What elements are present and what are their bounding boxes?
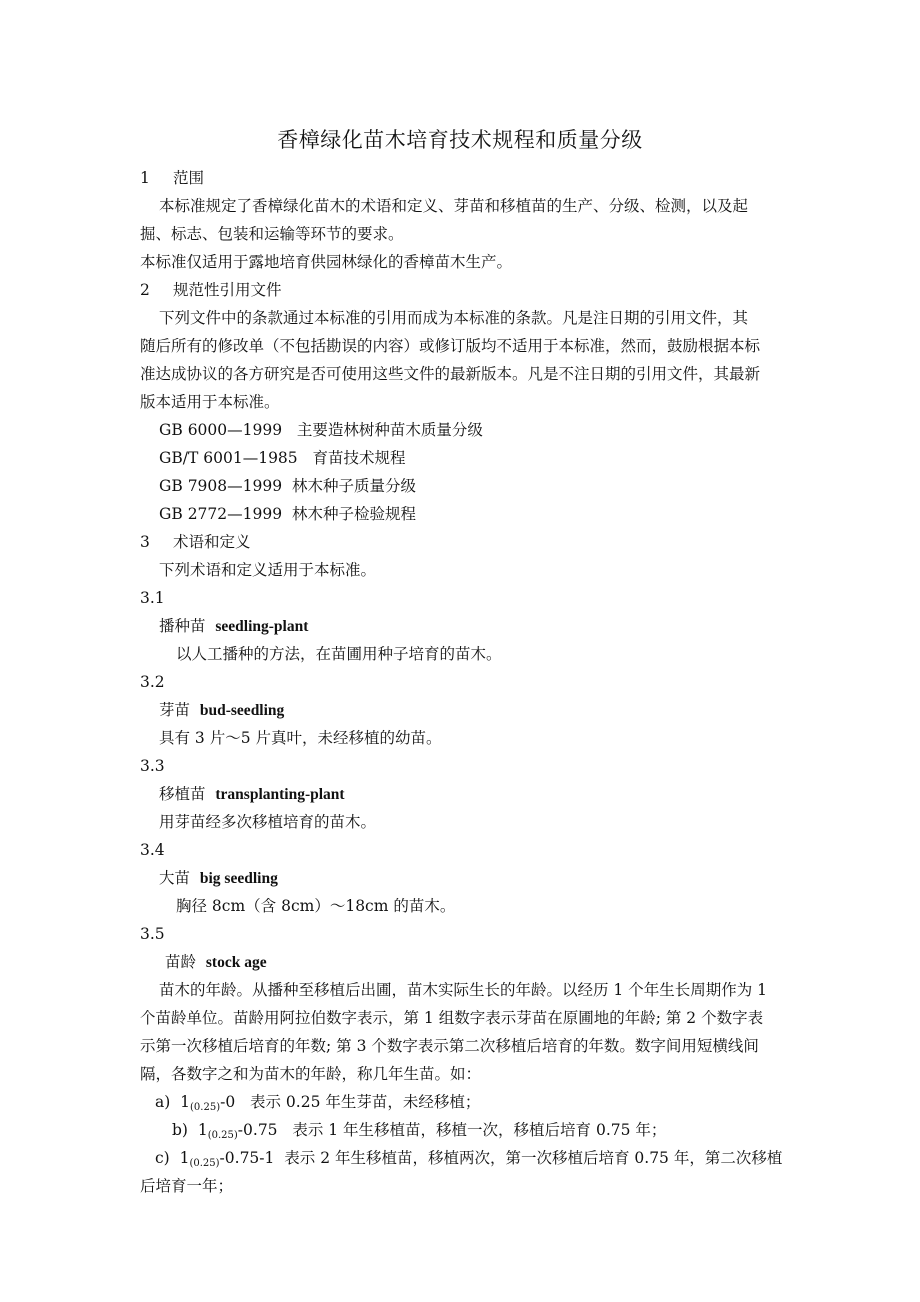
term-heading <box>159 612 801 641</box>
paragraph-line: 本标准规定了香樟绿化苗木的术语和定义、芽苗和移植苗的生产、分级、检测，以及起 <box>159 197 749 215</box>
term-heading <box>159 696 801 725</box>
section-number: 1 <box>140 169 150 187</box>
example-description: 表示 1 年生移植苗，移植一次，移植后培育 0.75 年； <box>292 1121 667 1139</box>
reference-code: GB/T 6001—1985 <box>159 449 298 467</box>
term-en: transplanting-plant <box>215 786 345 803</box>
section-label: 规范性引用文件 <box>173 281 282 299</box>
example-description: 表示 0.25 年生芽苗，未经移植； <box>250 1093 481 1111</box>
term-zh: 芽苗 <box>159 701 191 719</box>
paragraph-line: 掘、标志、包装和运输等环节的要求。 <box>140 225 404 243</box>
reference-item <box>159 472 801 500</box>
code-base: 1 <box>197 1121 208 1139</box>
paragraph-line: 苗木的年龄。从播种至移植后出圃，苗木实际生长的年龄。以经历 1 个年生长周期作为 1 <box>159 981 768 999</box>
example-description: 表示 2 年生移植苗，移植两次，第一次移植后培育 0.75 年，第二次移植 <box>284 1149 783 1167</box>
paragraph-line: 随后所有的修改单（不包括勘误的内容）或修订版均不适用于本标准，然而，鼓励根据本标 <box>140 337 761 355</box>
term-heading <box>165 948 807 977</box>
term-number: 3.5 <box>140 925 165 943</box>
reference-name: 林木种子检验规程 <box>291 505 416 523</box>
term-en: seedling-plant <box>215 618 309 635</box>
paragraph-line: 版本适用于本标准。 <box>140 393 280 411</box>
reference-item <box>159 444 801 472</box>
term-zh: 苗龄 <box>165 953 197 971</box>
paragraph: 本标准仅适用于露地培育供园林绿化的香樟苗木生产。 <box>140 253 513 271</box>
term-number: 3.4 <box>140 841 165 859</box>
term-en: bud-seedling <box>199 702 285 719</box>
example-label: b) <box>172 1121 188 1139</box>
reference-code: GB 7908—1999 <box>159 477 283 495</box>
example-label: a) <box>155 1093 171 1111</box>
paragraph-line: 隔，各数字之和为苗木的年龄，称几年生苗。如： <box>140 1065 482 1083</box>
term-zh: 移植苗 <box>159 785 206 803</box>
code-base: 1 <box>180 1093 191 1111</box>
section-number: 3 <box>140 533 150 551</box>
term-number: 3.1 <box>140 589 165 607</box>
code-suffix: -0.75 <box>237 1121 278 1139</box>
paragraph-line: 个苗龄单位。苗龄用阿拉伯数字表示，第 1 组数字表示芽苗在原圃地的年龄; 第 2 个数字表 <box>140 1009 764 1027</box>
code-subscript: (0.25) <box>190 1102 221 1113</box>
paragraph-line: 示第一次移植后培育的年数; 第 3 个数字表示第二次移植后培育的年数。数字间用短横线间 <box>140 1037 759 1055</box>
paragraph: 下列术语和定义适用于本标准。 <box>159 561 377 579</box>
code-suffix: -0.75-1 <box>219 1149 275 1167</box>
term-zh: 大苗 <box>159 869 191 887</box>
term-definition: 以人工播种的方法，在苗圃用种子培育的苗木。 <box>176 645 502 663</box>
paragraph-line: 下列文件中的条款通过本标准的引用而成为本标准的条款。凡是注日期的引用文件，其 <box>159 309 749 327</box>
reference-name: 主要造林树种苗木质量分级 <box>296 421 483 439</box>
term-en: stock age <box>205 954 267 971</box>
section-1-heading <box>140 164 782 192</box>
term-heading <box>159 864 801 893</box>
code-suffix: -0 <box>220 1093 236 1111</box>
term-definition: 具有 3 片～5 片真叶，未经移植的幼苗。 <box>159 729 442 747</box>
reference-item <box>159 416 801 444</box>
term-definition: 用芽苗经多次移植培育的苗木。 <box>159 813 377 831</box>
section-3-heading <box>140 528 782 556</box>
term-definition: 胸径 8cm（含 8cm）～18cm 的苗木。 <box>176 897 456 915</box>
reference-name: 林木种子质量分级 <box>291 477 416 495</box>
example-label: c) <box>155 1149 170 1167</box>
term-heading <box>159 780 801 809</box>
code-subscript: (0.25) <box>207 1130 238 1141</box>
paragraph-line: 准达成协议的各方研究是否可使用这些文件的最新版本。凡是不注日期的引用文件，其最新 <box>140 365 761 383</box>
section-2-heading <box>140 276 782 304</box>
document-title: 香樟绿化苗木培育技术规程和质量分级 <box>277 128 643 152</box>
reference-item <box>159 500 801 528</box>
reference-code: GB 6000—1999 <box>159 421 283 439</box>
section-number: 2 <box>140 281 150 299</box>
term-zh: 播种苗 <box>159 617 206 635</box>
code-base: 1 <box>179 1149 190 1167</box>
term-number: 3.2 <box>140 673 165 691</box>
example-continuation: 后培育一年； <box>140 1177 234 1195</box>
reference-code: GB 2772—1999 <box>159 505 283 523</box>
term-en: big seedling <box>199 870 278 887</box>
section-label: 范围 <box>173 169 205 187</box>
reference-name: 育苗技术规程 <box>312 449 406 467</box>
term-number: 3.3 <box>140 757 165 775</box>
code-subscript: (0.25) <box>189 1158 220 1169</box>
section-label: 术语和定义 <box>173 533 251 551</box>
